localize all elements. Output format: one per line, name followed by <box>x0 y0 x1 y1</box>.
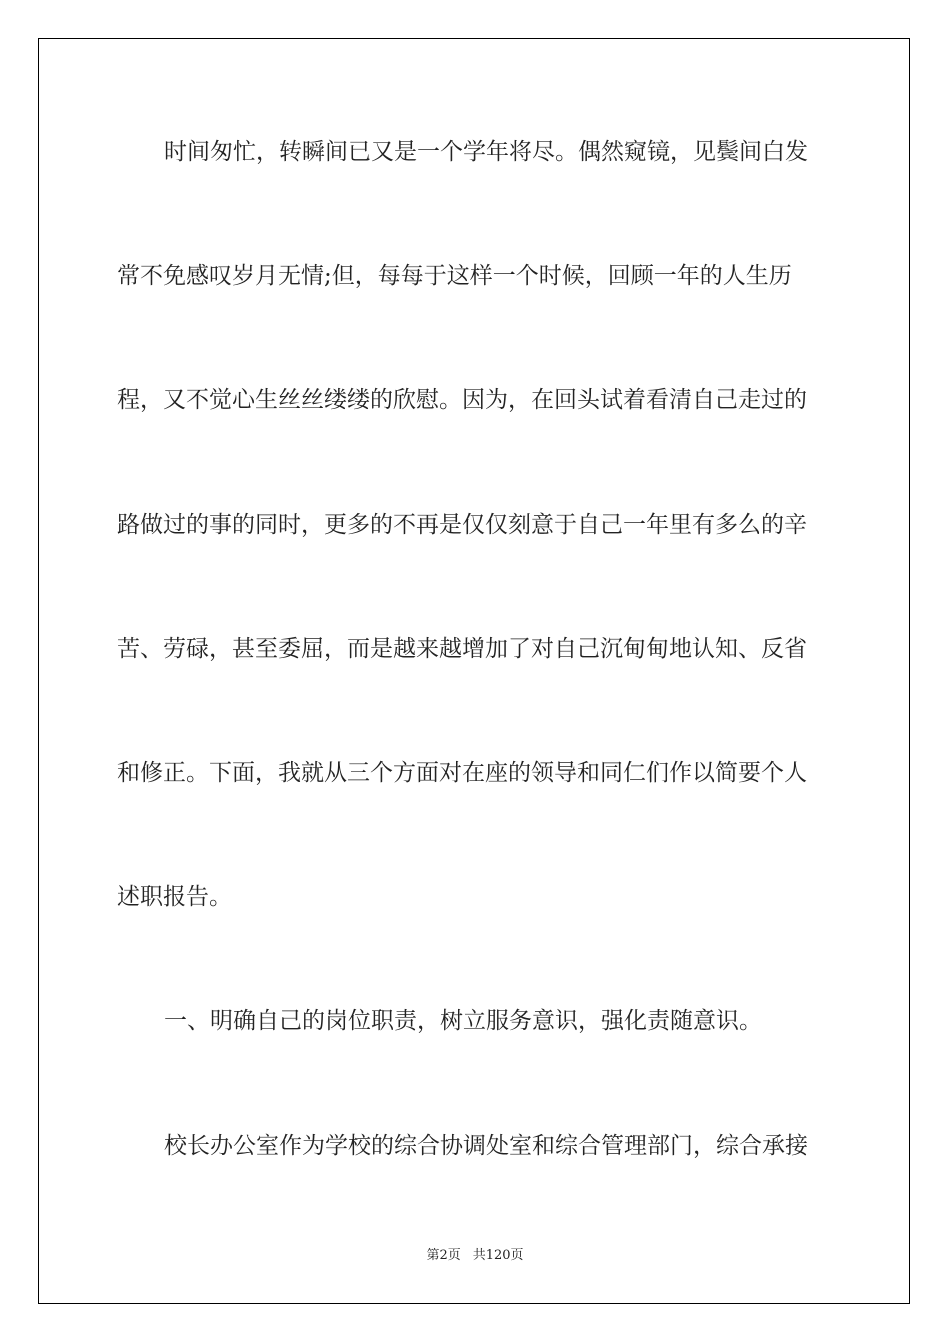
paragraph-line: 校长办公室作为学校的综合协调处室和综合管理部门，综合承接 <box>164 1133 808 1159</box>
page-border <box>38 38 910 1304</box>
page-footer <box>0 1247 950 1265</box>
paragraph-line: 时间匆忙，转瞬间已又是一个学年将尽。偶然窥镜，见鬓间白发 <box>164 139 808 165</box>
page-number: 第2页 <box>426 1248 461 1263</box>
section-heading: 一、明确自己的岗位职责，树立服务意识，强化责随意识。 <box>164 1008 762 1034</box>
paragraph-line: 和修正。下面，我就从三个方面对在座的领导和同仁们作以简要个人 <box>117 760 807 786</box>
paragraph-line: 常不免感叹岁月无情;但，每每于这样一个时候，回顾一年的人生历 <box>117 263 792 289</box>
paragraph-line: 路做过的事的同时，更多的不再是仅仅刻意于自己一年里有多么的辛 <box>117 512 807 538</box>
page-total: 共120页 <box>472 1248 524 1263</box>
paragraph-line: 述职报告。 <box>117 884 232 910</box>
paragraph-line: 苦、劳碌，甚至委屈，而是越来越增加了对自己沉甸甸地认知、反省 <box>117 636 807 662</box>
paragraph-line: 程，又不觉心生丝丝缕缕的欣慰。因为，在回头试着看清自己走过的 <box>117 387 807 413</box>
